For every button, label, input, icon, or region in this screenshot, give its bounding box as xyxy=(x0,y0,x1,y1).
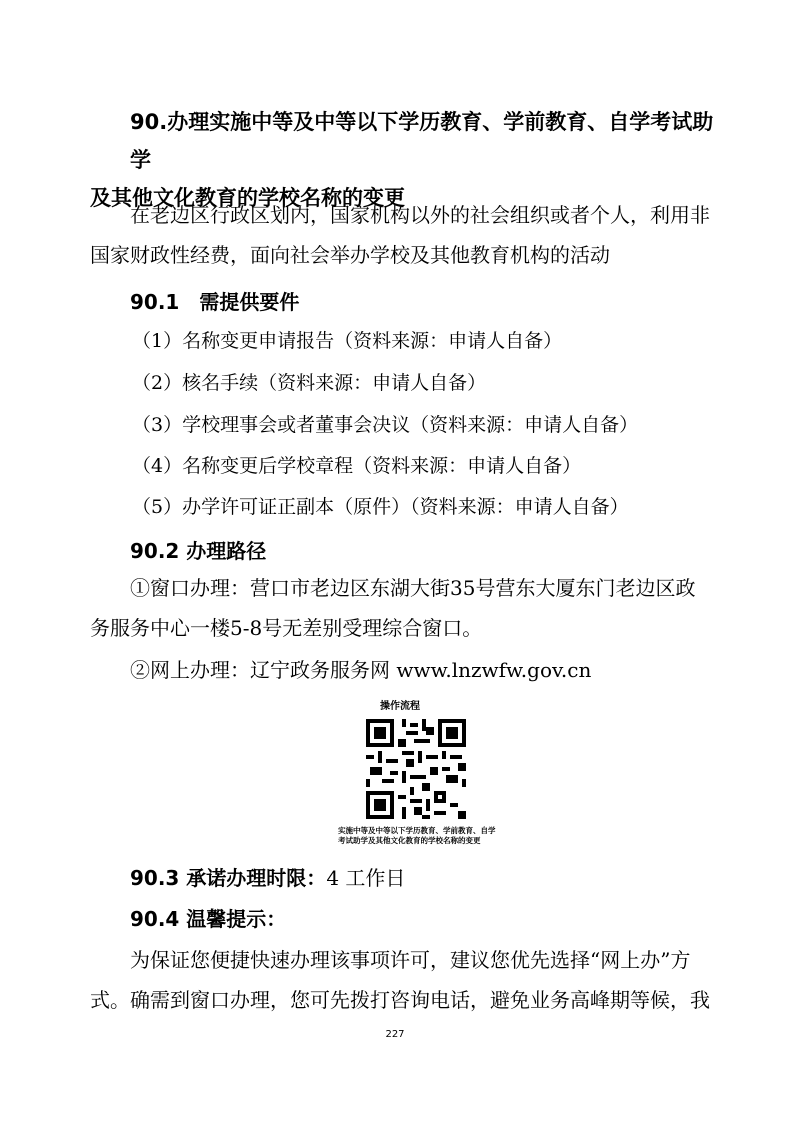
title-line-1: 90.办理实施中等及中等以下学历教育、学前教育、自学考试助学 xyxy=(130,110,714,172)
time-limit-label: 90.3 承诺办理时限： xyxy=(130,866,327,890)
intro-paragraph: 在老边区行政区划内，国家机构以外的社会组织或者个人，利用非国家财政性经费，面向社会举办学校及其他教育机构的活动 xyxy=(90,203,710,267)
heading-required-documents: 90.1 需提供要件 xyxy=(130,290,300,314)
document-item-5: （5）办学许可证正副本（原件）（资料来源：申请人自备） xyxy=(132,496,629,518)
title-line-2: 及其他文化教育的学校名称的变更 xyxy=(90,186,405,210)
online-route: ②网上办理：辽宁政务服务网 www.lnzwfw.gov.cn xyxy=(130,658,592,682)
time-limit-value: 4 工作日 xyxy=(326,866,406,890)
document-item-4: （4）名称变更后学校章程（资料来源：申请人自备） xyxy=(132,455,582,477)
document-item-1: （1）名称变更申请报告（资料来源：申请人自备） xyxy=(132,330,563,352)
document-item-2: （2）核名手续（资料来源：申请人自备） xyxy=(132,372,487,394)
heading-tips: 90.4 温馨提示： xyxy=(130,907,287,931)
heading-route: 90.2 办理路径 xyxy=(130,539,267,563)
qr-caption-bottom: 实施中等及中等以下学历教育、学前教育、自学考试助学及其他文化教育的学校名称的变更 xyxy=(338,826,496,845)
qr-caption-top: 操作流程 xyxy=(380,701,420,712)
heading-time-limit xyxy=(130,862,405,891)
qr-code-icon[interactable] xyxy=(362,715,470,823)
tips-paragraph: 为保证您便捷快速办理该事项许可，建议您优先选择“网上办”方式。确需到窗口办理，您可先拨打咨询电话，避免业务高峰期等候，我 xyxy=(90,948,710,1012)
window-route: ①窗口办理：营口市老边区东湖大街35号营东大厦东门老边区政务服务中心一楼5-8号无差别受理综合窗口。 xyxy=(90,576,696,640)
document-item-3: （3）学校理事会或者董事会决议（资料来源：申请人自备） xyxy=(132,414,639,436)
page-number: 227 xyxy=(385,1029,405,1040)
